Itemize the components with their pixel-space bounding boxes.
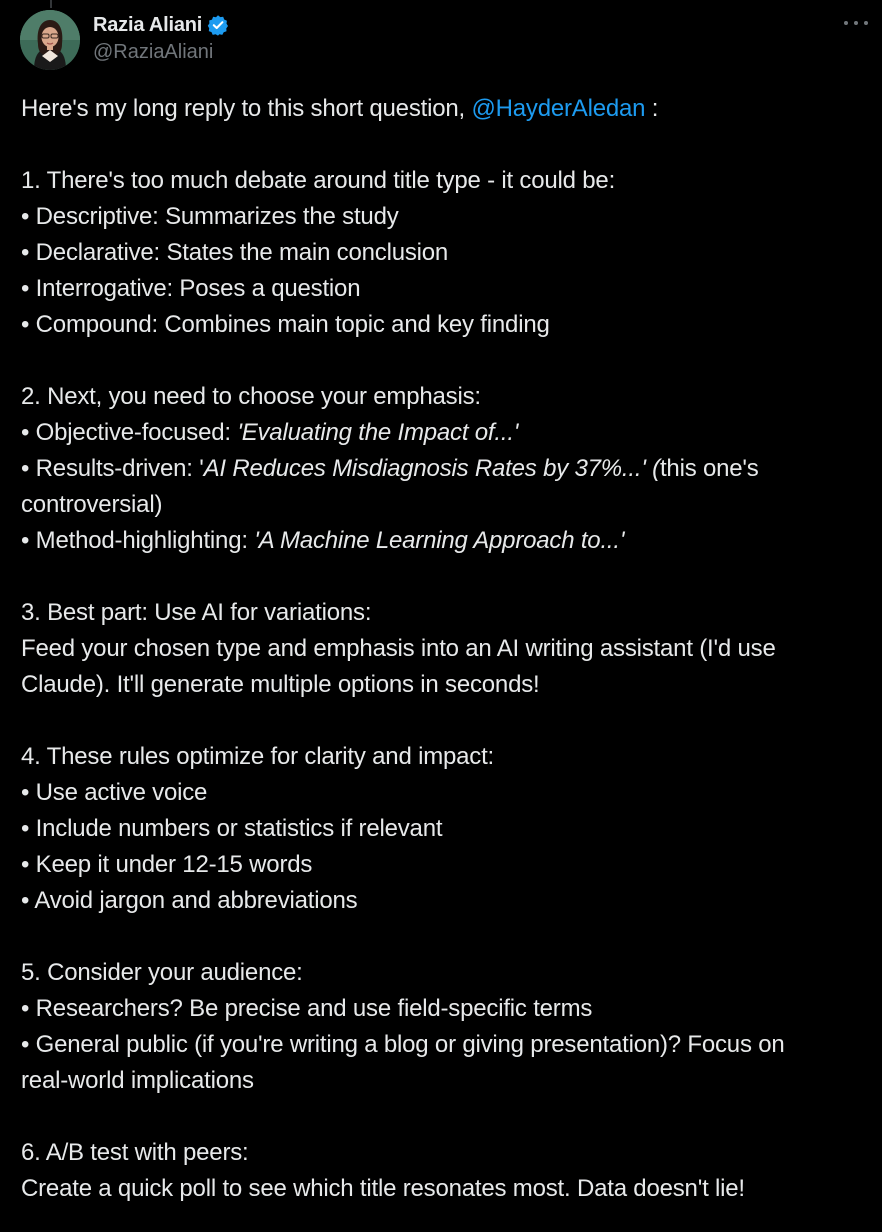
section-4-heading: 4. These rules optimize for clarity and impact: [21,743,495,770]
item-label: • Results-driven: ' [21,455,204,482]
paragraph-line: Create a quick poll to see which title resonates most. Data doesn't lie! [21,1175,745,1202]
item-label: • Objective-focused: [21,419,238,446]
avatar[interactable] [20,10,80,70]
item-example: 'A Machine Learning Approach to...' [254,527,625,554]
spacer [21,919,867,955]
list-item [21,523,867,559]
intro-text: Here's my long reply to this short question, [21,95,472,122]
author-display-name[interactable]: Razia Aliani [93,13,203,36]
item-label: • Method-highlighting: [21,527,255,554]
tweet-header [20,10,868,70]
section-3-heading: 3. Best part: Use AI for variations: [21,599,372,626]
dot [854,21,858,25]
intro-line [21,91,867,127]
more-options-icon[interactable] [844,16,868,30]
spacer [21,703,867,739]
list-item: • General public (if you're writing a blog or giving presentation)? Focus on [21,1031,785,1058]
list-item: • Include numbers or statistics if relevant [21,815,443,842]
list-item: • Interrogative: Poses a question [21,275,361,302]
list-item: • Avoid jargon and abbreviations [21,887,358,914]
spacer [21,559,867,595]
dot [864,21,868,25]
paragraph-line: Claude). It'll generate multiple options in seconds! [21,671,540,698]
section-1-heading: 1. There's too much debate around title type - it could be: [21,167,616,194]
tweet-text [21,91,867,1207]
section-5-heading: 5. Consider your audience: [21,959,303,986]
item-example: AI Reduces Misdiagnosis Rates by 37%...' ( [203,455,660,482]
dot [844,21,848,25]
mention-link[interactable]: @HayderAledan [471,95,646,122]
list-item-continuation: real-world implications [21,1067,254,1094]
list-item: • Descriptive: Summarizes the study [21,203,399,230]
list-item-continuation: controversial) [21,491,163,518]
spacer [21,127,867,163]
list-item: • Compound: Combines main topic and key finding [21,311,550,338]
thread-connector-line [50,0,52,8]
spacer [21,343,867,379]
item-suffix: this one's [659,455,759,482]
display-name-row [93,12,229,38]
list-item: • Use active voice [21,779,208,806]
list-item [21,415,867,451]
verified-badge-icon [207,14,229,36]
list-item: • Researchers? Be precise and use field-specific terms [21,995,593,1022]
avatar-image [20,10,80,70]
author-handle[interactable]: @RaziaAliani [93,41,214,63]
list-item [21,451,867,487]
author-names [93,12,229,64]
spacer [21,1099,867,1135]
paragraph-line: Feed your chosen type and emphasis into an AI writing assistant (I'd use [21,635,776,662]
list-item: • Declarative: States the main conclusion [21,239,449,266]
item-example: 'Evaluating the Impact of...' [237,419,519,446]
intro-suffix: : [645,95,659,122]
list-item: • Keep it under 12-15 words [21,851,313,878]
section-6-heading: 6. A/B test with peers: [21,1139,249,1166]
section-2-heading: 2. Next, you need to choose your emphasis: [21,383,481,410]
